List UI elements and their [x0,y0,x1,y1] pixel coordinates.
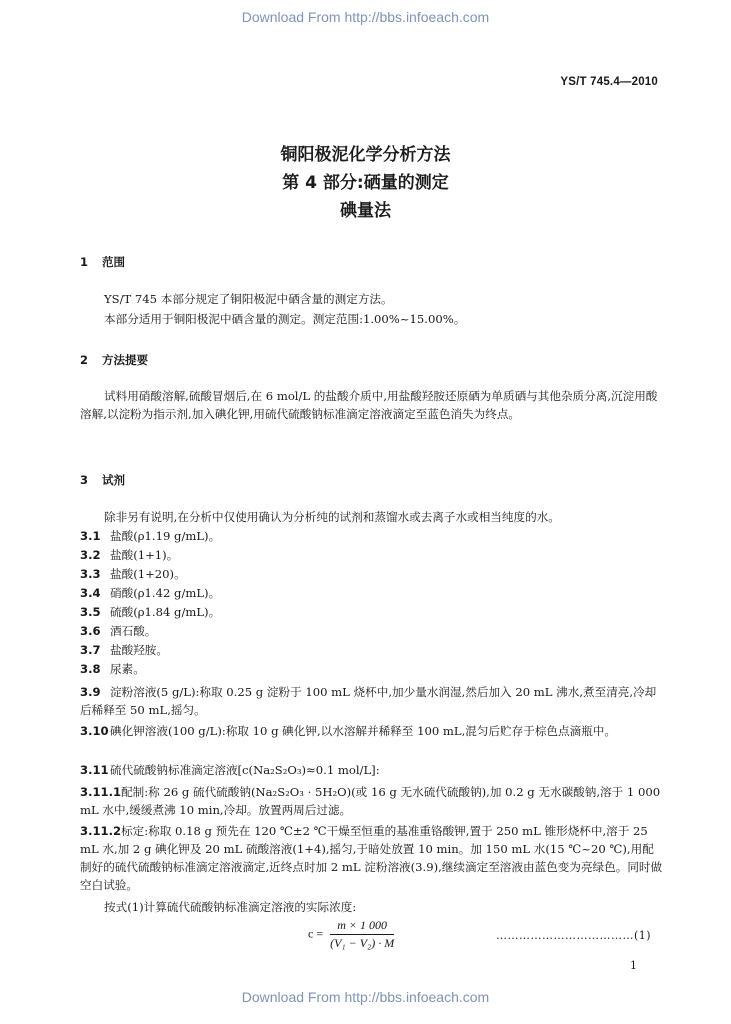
reagent-text: 盐酸(1+20)。 [110,567,186,581]
reagent-item [80,603,664,621]
page-number: 1 [630,959,637,972]
section-number: 1 [80,255,89,269]
reagent-number: 3.11.1 [80,785,122,799]
reagent-number: 3.11 [80,763,109,777]
formula-denominator: (V₁ − V₂) · M [330,936,395,950]
reagent-item [80,722,664,740]
section-heading-principle [80,352,148,368]
reagent-item [80,527,664,545]
section-heading-reagents [80,472,125,488]
formula-reference: ………………………………(1) [496,929,652,942]
formula-1 [308,918,394,951]
section-number: 3 [80,473,89,487]
reagent-text: 硝酸(ρ1.42 g/mL)。 [110,586,221,600]
reagent-text: 淀粉溶液(5 g/L):称取 0.25 g 淀粉于 100 mL 烧杯中,加少量水润湿,然后加入 20 mL 沸水,煮至清亮,冷却后稀释至 50 mL,摇匀。 [80,685,657,717]
section-title: 范围 [102,255,125,269]
reagent-text: 标定:称取 0.18 g 预先在 120 ℃±2 ℃干燥至恒重的基准重铬酸钾,置于 250 mL 锥形烧杯中,溶于 25 mL 水,加 2 g 碘化钾及 20 mL 硫酸溶液(1+4),摇匀,于暗处放置 10 min。加 150 mL 水(15 ℃~20 ℃),用配制好的硫代硫酸钠标准滴定溶液滴定,近终点时加 2 mL 淀粉溶液(3.9),继续滴定至溶液由蓝色变为亮绿色。同时做空白试验。 [80,824,663,892]
reagent-number: 3.9 [80,685,101,699]
reagent-number: 3.7 [80,643,101,657]
reagent-item [80,641,664,659]
reagent-number: 3.5 [80,605,101,619]
doc-title-line3: 碘量法 [340,201,391,221]
reagent-number: 3.2 [80,548,101,562]
reagent-number: 3.6 [80,624,101,638]
section-title: 试剂 [102,473,125,487]
watermark-top: Download From http://bbs.infoeach.com [241,9,490,25]
reagent-item [80,660,664,678]
reagent-text: 硫酸(ρ1.84 g/mL)。 [110,605,221,619]
reagent-text: 尿素。 [110,662,145,676]
reagent-text: 硫代硫酸钠标准滴定溶液[c(Na₂S₂O₃)≈0.1 mol/L]: [110,763,380,777]
reagent-item [80,822,664,894]
reagent-item [80,683,664,719]
section-title: 方法提要 [102,353,148,367]
reagent-item [80,565,664,583]
doc-title-line2: 第 4 部分:硒量的测定 [282,173,449,193]
principle-paragraph: 试料用硝酸溶解,硫酸冒烟后,在 6 mol/L 的盐酸介质中,用盐酸羟胺还原硒为单质硒与其他杂质分离,沉淀用酸溶解,以淀粉为指示剂,加入碘化钾,用硫代硫酸钠标准滴定溶液滴定至蓝色消失为终点。 [80,389,658,421]
reagent-intro: 除非另有说明,在分析中仅使用确认为分析纯的试剂和蒸馏水或去离子水或相当纯度的水。 [104,510,560,524]
reagent-number: 3.1 [80,529,101,543]
scope-paragraph-2: 本部分适用于铜阳极泥中硒含量的测定。测定范围:1.00%~15.00%。 [104,312,466,326]
formula-lhs: c = [308,926,324,941]
reagent-text: 盐酸羟胺。 [110,643,168,657]
reagent-item [80,584,664,602]
section-number: 2 [80,353,89,367]
reagent-text: 盐酸(ρ1.19 g/mL)。 [110,529,221,543]
reagent-number: 3.4 [80,586,101,600]
reagent-item [80,783,664,819]
watermark-bottom: Download From http://bbs.infoeach.com [241,989,490,1005]
reagent-text: 酒石酸。 [110,624,157,638]
calc-intro: 按式(1)计算硫代硫酸钠标准滴定溶液的实际浓度: [104,900,357,914]
standard-number: YS/T 745.4—2010 [560,76,658,88]
reagent-number: 3.8 [80,662,101,676]
reagent-item [80,622,664,640]
scope-paragraph-1: YS/T 745 本部分规定了铜阳极泥中硒含量的测定方法。 [104,292,393,306]
section-heading-scope [80,254,125,270]
formula-numerator: m × 1 000 [330,918,394,935]
doc-title-line1: 铜阳极泥化学分析方法 [280,145,451,165]
reagent-item [80,761,664,779]
reagent-number: 3.10 [80,724,109,738]
reagent-text: 碘化钾溶液(100 g/L):称取 10 g 碘化钾,以水溶解并稀释至 100 mL,混匀后贮存于棕色点滴瓶中。 [110,724,616,738]
reagent-number: 3.11.2 [80,824,122,838]
reagent-text: 盐酸(1+1)。 [110,548,179,562]
reagent-number: 3.3 [80,567,101,581]
reagent-text: 配制:称 26 g 硫代硫酸钠(Na₂S₂O₃ · 5H₂O)(或 16 g 无水硫代硫酸钠),加 0.2 g 无水碳酸钠,溶于 1 000 mL 水中,缓缓煮沸 10 min,冷却。放置两周后过滤。 [80,785,661,817]
reagent-item [80,546,664,564]
formula-fraction [330,918,394,951]
